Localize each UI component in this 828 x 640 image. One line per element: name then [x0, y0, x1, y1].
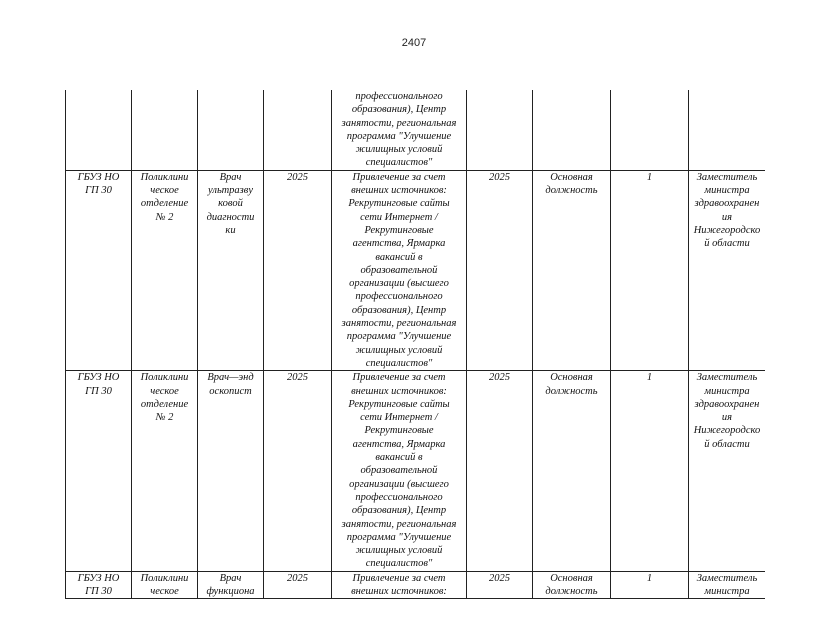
- cell-post-type: Основная должность: [533, 371, 611, 571]
- cell-post-type: [533, 90, 611, 170]
- cell-year: 2025: [264, 170, 332, 370]
- document-table-container: [65, 90, 765, 640]
- cell-count: 1: [611, 371, 689, 571]
- cell-count: [611, 90, 689, 170]
- table-row: [66, 371, 766, 571]
- table-row: [66, 170, 766, 370]
- cell-position: Врач функциона: [198, 571, 264, 599]
- cell-source: Привлечение за счет внешних источников:: [332, 571, 467, 599]
- cell-responsible: Заместитель министра: [689, 571, 766, 599]
- cell-year-2: [467, 90, 533, 170]
- cell-responsible: Заместитель министра здравоохранен ия Нижегородско й области: [689, 371, 766, 571]
- table-row-continuation: [66, 90, 766, 170]
- cell-post-type: Основная должность: [533, 170, 611, 370]
- cell-count: 1: [611, 571, 689, 599]
- cell-source: Привлечение за счет внешних источников: Рекрутинговые сайты сети Интернет / Рекрутинговые агентства, Ярмарка вакансий в образовательной организации (высшего профессионального образования), Центр занятости, региональная программа "Улучшение жилищных условий специалистов": [332, 371, 467, 571]
- cell-year-2: 2025: [467, 571, 533, 599]
- cell-position: Врач—энд оскопист: [198, 371, 264, 571]
- cell-year: [264, 90, 332, 170]
- cell-department: Поликлини ческое отделение № 2: [132, 170, 198, 370]
- cell-org: [66, 90, 132, 170]
- cell-year-2: 2025: [467, 170, 533, 370]
- cell-org: ГБУЗ НО ГП 30: [66, 571, 132, 599]
- cell-source: Привлечение за счет внешних источников: Рекрутинговые сайты сети Интернет / Рекрутинговые агентства, Ярмарка вакансий в образовательной организации (высшего профессионального образования), Центр занятости, региональная программа "Улучшение жилищных условий специалистов": [332, 170, 467, 370]
- cell-responsible: Заместитель министра здравоохранен ия Нижегородско й области: [689, 170, 766, 370]
- cell-org: ГБУЗ НО ГП 30: [66, 371, 132, 571]
- cell-responsible: [689, 90, 766, 170]
- cell-year-2: 2025: [467, 371, 533, 571]
- cell-org: ГБУЗ НО ГП 30: [66, 170, 132, 370]
- table-row: [66, 571, 766, 599]
- cell-department: [132, 90, 198, 170]
- cell-year: 2025: [264, 371, 332, 571]
- cell-department: Поликлини ческое отделение № 2: [132, 371, 198, 571]
- staffing-table: [65, 90, 765, 599]
- cell-department: Поликлини ческое: [132, 571, 198, 599]
- cell-count: 1: [611, 170, 689, 370]
- cell-source: профессионального образования), Центр занятости, региональная программа "Улучшение жилищных условий специалистов": [332, 90, 467, 170]
- cell-position: Врач ультразву ковой диагности ки: [198, 170, 264, 370]
- cell-year: 2025: [264, 571, 332, 599]
- page-number: 2407: [401, 37, 427, 49]
- cell-position: [198, 90, 264, 170]
- cell-post-type: Основная должность: [533, 571, 611, 599]
